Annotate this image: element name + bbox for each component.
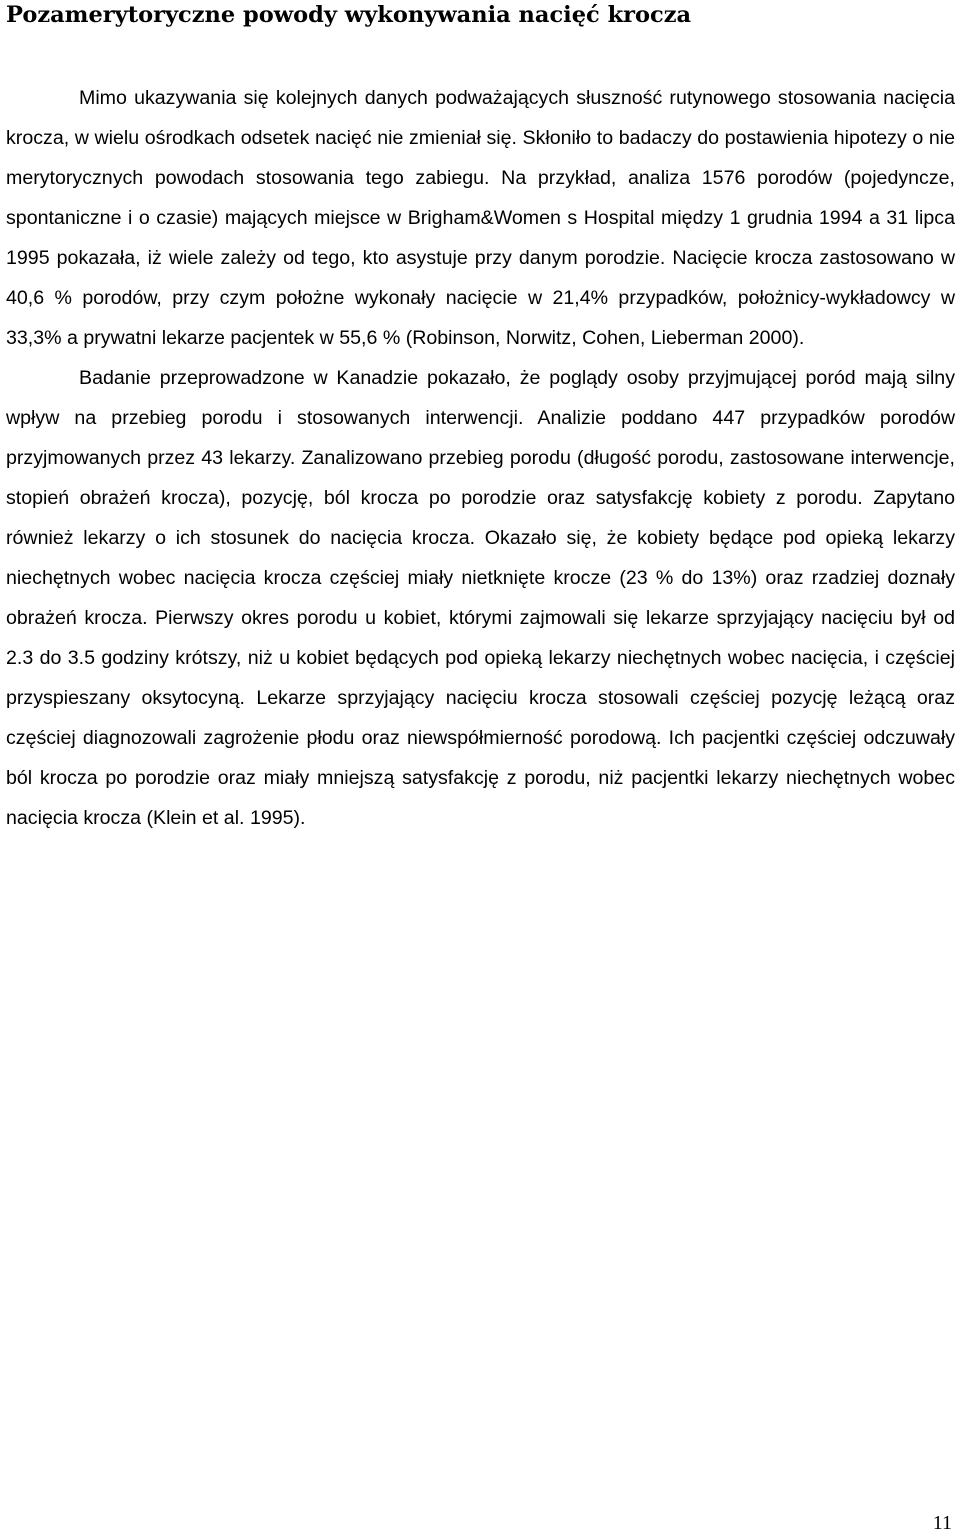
page-number: 11 (932, 1512, 952, 1534)
paragraph: Mimo ukazywania się kolejnych danych podważających słuszność rutynowego stosowania nacięcia krocza, w wielu ośrodkach odsetek nacięć nie zmieniał się. Skłoniło to badaczy do postawienia hipotezy o nie merytorycznych powodach stosowania tego zabiegu. Na przykład, analiza 1576 porodów (pojedyncze, spontaniczne i o czasie) mających miejsce w Brigham&Women s Hospital między 1 grudnia 1994 a 31 lipca 1995 pokazała, iż wiele zależy od tego, kto asystuje przy danym porodzie. Nacięcie krocza zastosowano w 40,6 % porodów, przy czym położne wykonały nacięcie w 21,4% przypadków, położnicy-wykładowcy w 33,3% a prywatni lekarze pacjentek w 55,6 % (Robinson, Norwitz, Cohen, Lieberman 2000). (6, 87, 955, 349)
section-heading: Pozamerytoryczne powody wykonywania nacięć krocza (6, 2, 692, 28)
document-body (6, 78, 955, 838)
paragraph: Badanie przeprowadzone w Kanadzie pokazało, że poglądy osoby przyjmującej poród mają silny wpływ na przebieg porodu i stosowanych interwencji. Analizie poddano 447 przypadków porodów przyjmowanych przez 43 lekarzy. Zanalizowano przebieg porodu (długość porodu, zastosowane interwencje, stopień obrażeń krocza), pozycję, ból krocza po porodzie oraz satysfakcję kobiety z porodu. Zapytano również lekarzy o ich stosunek do nacięcia krocza. Okazało się, że kobiety będące pod opieką lekarzy niechętnych wobec nacięcia krocza częściej miały nietknięte krocze (23 % do 13%) oraz rzadziej doznały obrażeń krocza. Pierwszy okres porodu u kobiet, którymi zajmowali się lekarze sprzyjający nacięciu był od 2.3 do 3.5 godziny krótszy, niż u kobiet będących pod opieką lekarzy niechętnych wobec nacięcia, i częściej przyspieszany oksytocyną. Lekarze sprzyjający nacięciu krocza stosowali częściej pozycję leżącą oraz częściej diagnozowali zagrożenie płodu oraz niewspółmierność porodową. Ich pacjentki częściej odczuwały ból krocza po porodzie oraz miały mniejszą satysfakcję z porodu, niż pacjentki lekarzy niechętnych wobec nacięcia krocza (Klein et al. 1995). (6, 367, 955, 829)
